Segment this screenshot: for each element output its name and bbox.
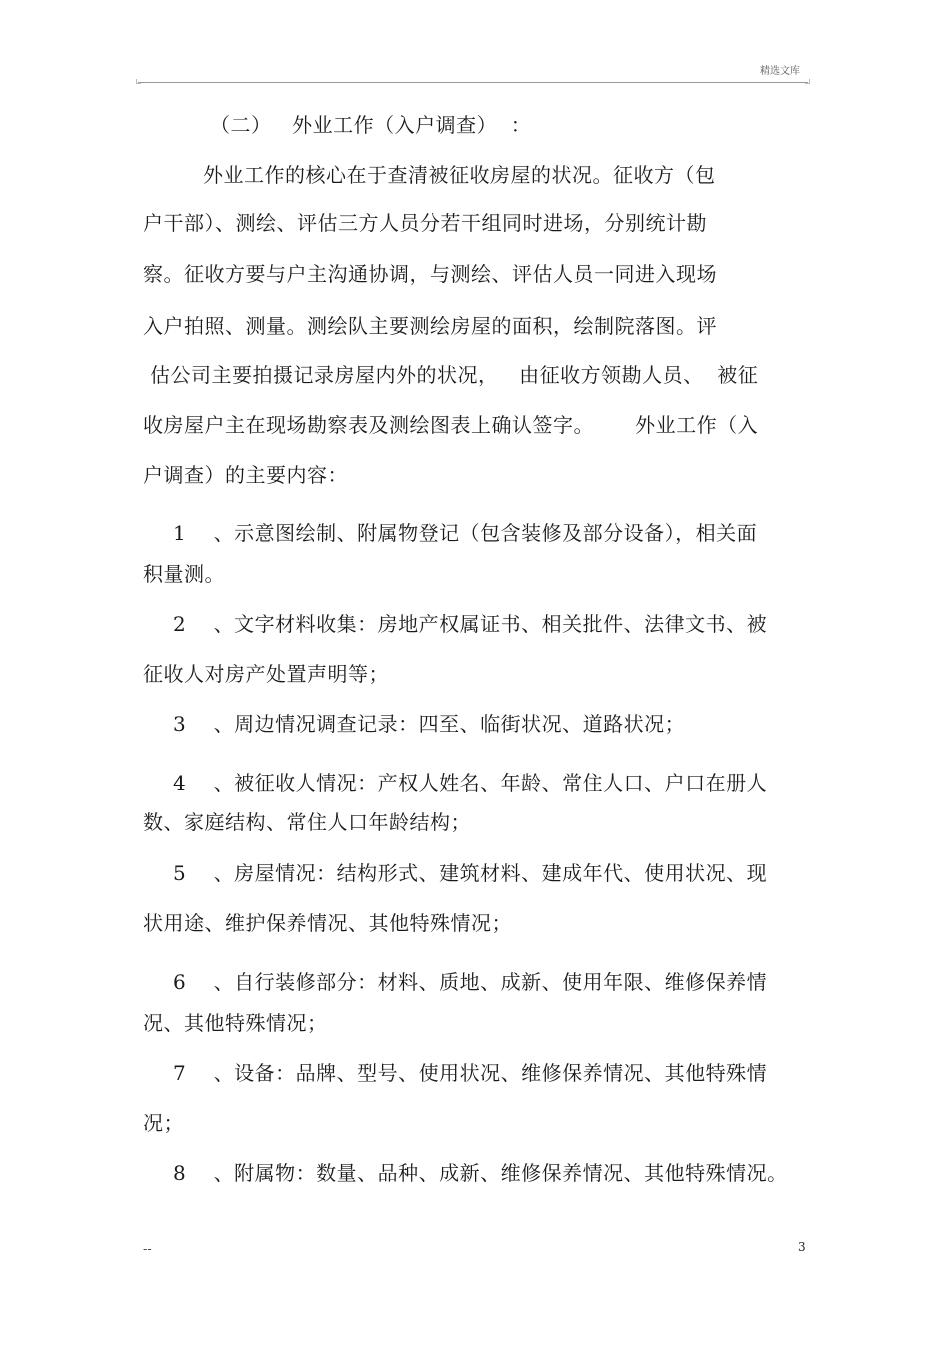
list-item-4-continued: 数、家庭结构、常住人口年龄结构；	[143, 810, 471, 834]
section-heading: （二） 外业工作（入户调查） ：	[210, 113, 532, 137]
paragraph-line: 收房屋户主在现场勘察表及测绘图表上确认签字。 外业工作（入	[143, 413, 759, 437]
list-item-3: 3 、周边情况调查记录：四至、临街状况、道路状况；	[173, 712, 686, 736]
paragraph-line: 户干部）、测绘、评估三方人员分若干组同时进场，分别统计勘	[143, 211, 707, 235]
list-item-1: 1 、示意图绘制、附属物登记（包含装修及部分设备），相关面	[173, 521, 758, 545]
list-item-7: 7 、设备：品牌、型号、使用状况、维修保养情况、其他特殊情	[173, 1061, 768, 1085]
footer-mark: --	[143, 1242, 152, 1256]
list-item-7-continued: 况；	[143, 1111, 184, 1135]
header-rule	[138, 82, 808, 83]
page-number: 3	[798, 1240, 806, 1254]
paragraph-line: 入户拍照、测量。测绘队主要测绘房屋的面积，绘制院落图。评	[143, 314, 717, 338]
list-item-5-continued: 状用途、维护保养情况、其他特殊情况；	[143, 911, 512, 935]
list-item-6: 6 、自行装修部分：材料、质地、成新、使用年限、维修保养情	[173, 970, 768, 994]
list-item-2-continued: 征收人对房产处置声明等；	[143, 662, 389, 686]
list-item-8: 8 、附属物：数量、品种、成新、维修保养情况、其他特殊情况。	[173, 1161, 788, 1185]
paragraph-line: 户调查）的主要内容：	[143, 463, 348, 487]
paragraph-line: 察。征收方要与户主沟通协调，与测绘、评估人员一同进入现场	[143, 262, 717, 286]
header-label: 精选文库	[760, 66, 800, 77]
paragraph-line: 估公司主要拍摄记录房屋内外的状况， 由征收方领勘人员、 被征	[150, 363, 759, 387]
list-item-6-continued: 况、其他特殊情况；	[143, 1011, 328, 1035]
list-item-4: 4 、被征收人情况：产权人姓名、年龄、常住人口、户口在册人	[173, 771, 768, 795]
paragraph-line: 外业工作的核心在于查清被征收房屋的状况。征收方（包	[203, 163, 716, 187]
list-item-1-continued: 积量测。	[143, 562, 225, 586]
list-item-2: 2 、文字材料收集：房地产权属证书、相关批件、法律文书、被	[173, 612, 768, 636]
list-item-5: 5 、房屋情况：结构形式、建筑材料、建成年代、使用状况、现	[173, 861, 768, 885]
